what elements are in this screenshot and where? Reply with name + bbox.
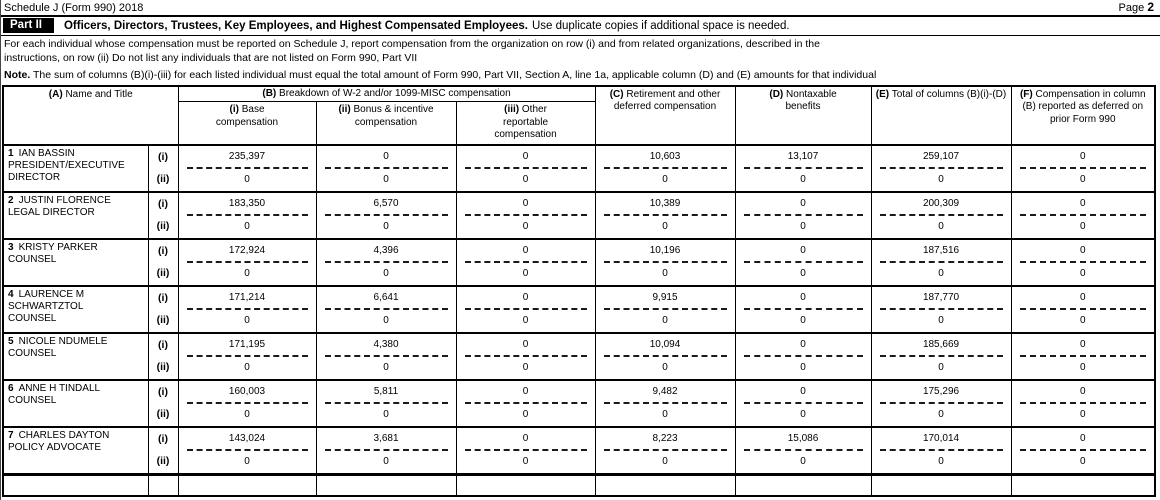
value-cell	[595, 427, 735, 475]
value-row-i: 175,296	[922, 385, 960, 397]
value-row-i: 185,669	[922, 338, 960, 350]
value-cell	[595, 239, 735, 286]
value-cell	[871, 286, 1011, 333]
row-number: 5	[8, 335, 14, 347]
value-cell	[178, 192, 316, 239]
value-row-i: 5,811	[373, 385, 399, 397]
name-cell	[3, 286, 148, 333]
table-row	[3, 192, 1155, 239]
value-row-ii: 0	[522, 268, 529, 280]
value-cell	[456, 333, 595, 380]
value-row-ii: 0	[800, 362, 806, 374]
person-title: PRESIDENT/EXECUTIVE DIRECTOR	[8, 159, 125, 183]
value-cell	[456, 192, 595, 239]
value-cell	[316, 333, 456, 380]
col-header-b-ii: (ii) Bonus & incentive compensation	[316, 102, 456, 145]
value-cell	[735, 427, 871, 475]
value-row-i: 0	[1079, 338, 1086, 350]
value-cell	[456, 145, 595, 192]
row-label-i: (i)	[158, 150, 168, 163]
table-row	[3, 380, 1155, 427]
value-row-i: 187,770	[922, 291, 960, 303]
value-row-i: 4,380	[373, 338, 399, 350]
value-cell	[871, 333, 1011, 380]
row-label-i: (i)	[158, 338, 168, 351]
value-row-ii: 0	[662, 456, 668, 468]
value-row-i: 0	[1079, 385, 1086, 397]
value-row-i: 259,107	[922, 150, 960, 162]
row-number: 2	[8, 194, 14, 206]
empty-cell	[1011, 474, 1155, 496]
row-label-cell	[148, 145, 178, 192]
value-row-ii: 0	[1079, 221, 1086, 233]
value-row-i: 10,196	[649, 244, 681, 256]
value-row-ii: 0	[662, 268, 668, 280]
value-row-i: 6,641	[373, 291, 399, 303]
value-cell	[1011, 192, 1155, 239]
value-cell	[735, 380, 871, 427]
table-header	[3, 86, 1155, 145]
col-header-b: (B) Breakdown of W-2 and/or 1099-MISC compensation	[178, 86, 595, 102]
empty-cell	[316, 474, 456, 496]
value-row-i: 143,024	[228, 432, 266, 444]
value-row-ii: 0	[383, 409, 389, 421]
value-row-ii: 0	[662, 221, 668, 233]
value-cell	[316, 380, 456, 427]
row-label-cell	[148, 380, 178, 427]
value-row-ii: 0	[662, 174, 668, 186]
form-header	[1, 0, 1160, 17]
value-cell	[735, 239, 871, 286]
value-row-i: 0	[383, 150, 389, 162]
row-number: 1	[8, 147, 14, 159]
col-header-b-iii: (iii) Other reportable compensation	[456, 102, 595, 145]
value-row-i: 0	[800, 197, 806, 209]
value-row-ii: 0	[522, 456, 529, 468]
row-label-i: (i)	[158, 244, 168, 257]
instruction-line-2: instructions, on row (ii) Do not list any individuals that are not listed on Form 990, Part VII	[4, 51, 418, 64]
row-number: 7	[8, 429, 14, 441]
value-row-ii: 0	[383, 268, 389, 280]
value-row-ii: 0	[244, 174, 250, 186]
person-title: POLICY ADVOCATE	[8, 441, 101, 453]
part-ii-title: Officers, Directors, Trustees, Key Employees, and Highest Compensated Employees. Use duplicate copies if additional space is needed.	[63, 19, 790, 32]
person-title: COUNSEL	[8, 253, 57, 265]
row-label-i: (i)	[158, 197, 168, 210]
part-ii-label: Part II	[3, 18, 54, 33]
table-row	[3, 333, 1155, 380]
value-cell	[735, 286, 871, 333]
value-row-i: 10,094	[649, 338, 681, 350]
value-row-i: 235,397	[228, 150, 266, 162]
value-row-ii: 0	[662, 315, 668, 327]
value-row-i: 0	[1079, 291, 1086, 303]
row-label-cell	[148, 333, 178, 380]
value-row-ii: 0	[383, 362, 389, 374]
empty-cell	[871, 474, 1011, 496]
value-cell	[1011, 333, 1155, 380]
person-name: 3 KRISTY PARKER	[8, 241, 98, 253]
value-row-ii: 0	[383, 315, 389, 327]
compensation-table	[2, 85, 1156, 498]
value-row-ii: 0	[800, 221, 806, 233]
value-cell	[1011, 286, 1155, 333]
row-label-ii: (ii)	[156, 267, 170, 280]
person-name: 4 LAURENCE M SCHWARTZTOL	[8, 288, 85, 312]
col-header-f: (F) Compensation in column (B) reported as deferred on prior Form 990	[1011, 86, 1155, 145]
empty-cell	[595, 474, 735, 496]
value-row-i: 200,309	[922, 197, 960, 209]
value-cell	[735, 145, 871, 192]
row-number: 4	[8, 288, 14, 300]
value-cell	[871, 380, 1011, 427]
row-label-cell	[148, 286, 178, 333]
value-row-ii: 0	[938, 409, 944, 421]
note-text: The sum of columns (B)(i)-(iii) for each listed individual must equal the total amount of Form 990, Part VII, Section A, line 1a, applicable column (D) and (E) amounts for that individual	[32, 69, 877, 81]
person-name: 6 ANNE H TINDALL	[8, 382, 101, 394]
value-cell	[871, 145, 1011, 192]
empty-cell	[3, 474, 148, 496]
table-row	[3, 239, 1155, 286]
value-row-i: 6,570	[373, 197, 399, 209]
value-row-i: 0	[522, 244, 529, 256]
row-label-cell	[148, 427, 178, 475]
row-label-cell	[148, 192, 178, 239]
value-row-ii: 0	[662, 362, 668, 374]
name-cell	[3, 427, 148, 475]
empty-cell	[735, 474, 871, 496]
value-row-i: 4,396	[373, 244, 399, 256]
value-row-ii: 0	[800, 456, 806, 468]
value-cell	[871, 427, 1011, 475]
value-cell	[316, 239, 456, 286]
person-name: 5 NICOLE NDUMELE	[8, 335, 108, 347]
value-cell	[1011, 380, 1155, 427]
value-cell	[595, 333, 735, 380]
value-cell	[735, 333, 871, 380]
value-row-ii: 0	[800, 174, 806, 186]
value-cell	[595, 192, 735, 239]
value-row-i: 187,516	[922, 244, 960, 256]
table-row	[3, 427, 1155, 475]
row-label-ii: (ii)	[156, 220, 170, 233]
value-row-ii: 0	[1079, 315, 1086, 327]
value-cell	[735, 192, 871, 239]
person-name: 2 JUSTIN FLORENCE	[8, 194, 111, 206]
value-row-i: 171,195	[228, 338, 266, 350]
value-row-i: 0	[522, 385, 529, 397]
empty-cell	[456, 474, 595, 496]
instruction-note	[4, 69, 1158, 83]
form-id: Schedule J (Form 990) 2018	[4, 2, 144, 14]
instructions	[1, 36, 1160, 85]
value-row-i: 10,389	[649, 197, 681, 209]
empty-cell	[178, 474, 316, 496]
col-header-d: (D) Nontaxable benefits	[735, 86, 871, 145]
value-row-i: 0	[800, 291, 806, 303]
value-cell	[316, 286, 456, 333]
value-cell	[1011, 239, 1155, 286]
value-row-ii: 0	[938, 362, 944, 374]
col-header-c: (C) Retirement and other deferred compensation	[595, 86, 735, 145]
value-row-ii: 0	[244, 221, 250, 233]
row-label-i: (i)	[158, 291, 168, 304]
value-cell	[595, 380, 735, 427]
name-cell	[3, 145, 148, 192]
value-row-i: 0	[522, 432, 529, 444]
value-row-ii: 0	[244, 409, 250, 421]
value-row-ii: 0	[522, 315, 529, 327]
value-row-ii: 0	[522, 362, 529, 374]
value-row-ii: 0	[522, 409, 529, 421]
value-row-i: 172,924	[228, 244, 266, 256]
value-cell	[1011, 145, 1155, 192]
value-row-ii: 0	[938, 315, 944, 327]
value-cell	[178, 239, 316, 286]
value-row-ii: 0	[800, 315, 806, 327]
value-cell	[595, 145, 735, 192]
name-cell	[3, 239, 148, 286]
value-cell	[178, 145, 316, 192]
col-header-a: (A) Name and Title	[3, 86, 178, 145]
name-cell	[3, 380, 148, 427]
person-title: COUNSEL	[8, 312, 57, 324]
row-label-ii: (ii)	[156, 455, 170, 468]
person-title: LEGAL DIRECTOR	[8, 206, 95, 218]
col-header-e: (E) Total of columns (B)(i)-(D)	[871, 86, 1011, 145]
row-label-ii: (ii)	[156, 361, 170, 374]
value-cell	[871, 239, 1011, 286]
part-ii-subtitle: Use duplicate copies if additional space is needed.	[531, 19, 790, 32]
value-row-ii: 0	[383, 456, 389, 468]
value-row-i: 0	[1079, 150, 1086, 162]
value-row-i: 0	[522, 150, 529, 162]
empty-table-row	[3, 474, 1155, 496]
value-cell	[871, 192, 1011, 239]
row-label-ii: (ii)	[156, 314, 170, 327]
value-cell	[178, 286, 316, 333]
value-cell	[316, 145, 456, 192]
value-row-ii: 0	[800, 409, 806, 421]
value-row-i: 0	[800, 385, 806, 397]
value-row-ii: 0	[1079, 362, 1086, 374]
value-row-i: 0	[522, 197, 529, 209]
value-row-ii: 0	[938, 174, 944, 186]
row-label-ii: (ii)	[156, 408, 170, 421]
person-title: COUNSEL	[8, 394, 57, 406]
value-row-ii: 0	[662, 409, 668, 421]
value-cell	[595, 286, 735, 333]
value-cell	[178, 333, 316, 380]
value-row-ii: 0	[244, 268, 250, 280]
value-row-i: 0	[1079, 197, 1086, 209]
value-row-i: 0	[522, 291, 529, 303]
value-row-ii: 0	[522, 174, 529, 186]
value-row-ii: 0	[244, 456, 250, 468]
value-row-ii: 0	[383, 221, 389, 233]
value-row-i: 9,482	[652, 385, 678, 397]
value-row-ii: 0	[1079, 268, 1086, 280]
value-row-i: 8,223	[652, 432, 678, 444]
value-row-i: 0	[1079, 244, 1086, 256]
row-label-ii: (ii)	[156, 173, 170, 186]
table-body	[3, 145, 1155, 497]
value-cell	[178, 427, 316, 475]
value-row-i: 171,214	[228, 291, 266, 303]
value-cell	[456, 427, 595, 475]
value-row-i: 160,003	[228, 385, 266, 397]
value-row-ii: 0	[938, 456, 944, 468]
value-row-i: 13,107	[787, 150, 819, 162]
name-cell	[3, 192, 148, 239]
value-row-i: 15,086	[787, 432, 819, 444]
value-cell	[456, 380, 595, 427]
row-number: 6	[8, 382, 14, 394]
value-row-i: 0	[800, 338, 806, 350]
value-row-ii: 0	[244, 362, 250, 374]
person-title: COUNSEL	[8, 347, 57, 359]
value-cell	[1011, 427, 1155, 475]
row-label-i: (i)	[158, 432, 168, 445]
person-name: 7 CHARLES DAYTON	[8, 429, 110, 441]
row-label-cell	[148, 239, 178, 286]
table-row	[3, 286, 1155, 333]
page-number: Page 2	[1118, 0, 1154, 14]
value-cell	[316, 192, 456, 239]
name-cell	[3, 333, 148, 380]
value-row-i: 0	[800, 244, 806, 256]
value-cell	[456, 239, 595, 286]
value-cell	[456, 286, 595, 333]
note-label: Note.	[4, 69, 31, 81]
row-label-i: (i)	[158, 385, 168, 398]
value-row-i: 9,915	[652, 291, 678, 303]
value-row-i: 3,681	[373, 432, 399, 444]
value-cell	[178, 380, 316, 427]
value-row-ii: 0	[1079, 456, 1086, 468]
value-row-i: 183,350	[228, 197, 266, 209]
person-name: 1 IAN BASSIN	[8, 147, 75, 159]
value-row-i: 0	[1079, 432, 1086, 444]
value-row-i: 170,014	[922, 432, 960, 444]
row-number: 3	[8, 241, 14, 253]
value-cell	[316, 427, 456, 475]
instruction-line-1: For each individual whose compensation must be reported on Schedule J, report compensation from the organization on row (i) and from related organizations, described in the	[4, 38, 820, 50]
value-row-ii: 0	[383, 174, 389, 186]
part-ii-header	[1, 17, 1160, 36]
value-row-i: 0	[522, 338, 529, 350]
table-row	[3, 145, 1155, 192]
empty-cell	[148, 474, 178, 496]
value-row-ii: 0	[1079, 409, 1086, 421]
value-row-ii: 0	[938, 268, 944, 280]
col-header-b-i: (i) Base compensation	[178, 102, 316, 145]
value-row-ii: 0	[1079, 174, 1086, 186]
value-row-ii: 0	[522, 221, 529, 233]
value-row-ii: 0	[800, 268, 806, 280]
value-row-ii: 0	[938, 221, 944, 233]
value-row-i: 10,603	[649, 150, 681, 162]
value-row-ii: 0	[244, 315, 250, 327]
